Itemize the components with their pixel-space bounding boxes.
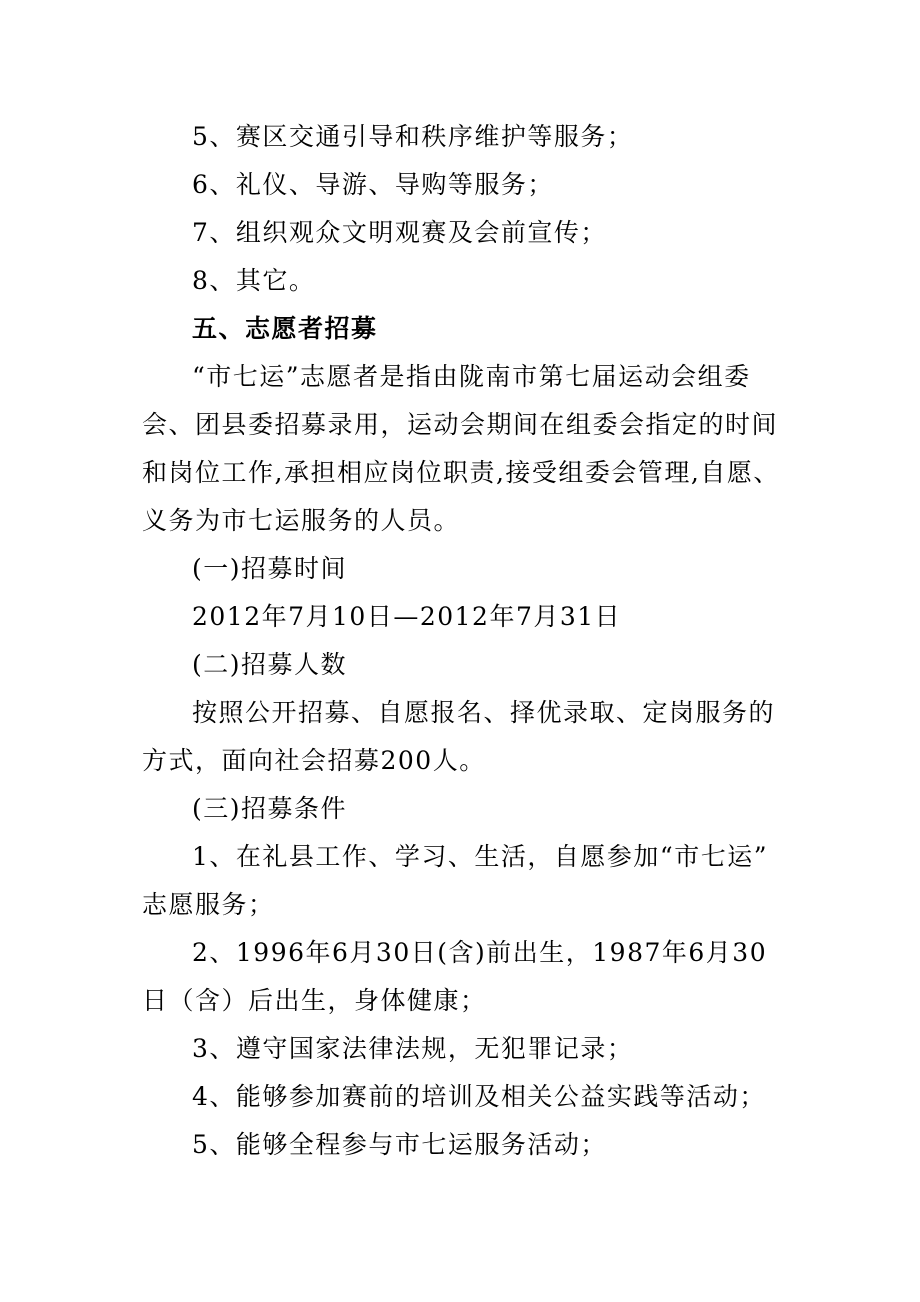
list-item-8-other: 8、其它。 — [192, 266, 316, 295]
condition-2-line-2: 日（含）后出生，身体健康； — [142, 986, 487, 1015]
condition-4: 4、能够参加赛前的培训及相关公益实践等活动； — [192, 1082, 766, 1111]
list-item-5-traffic: 5、赛区交通引导和秩序维护等服务； — [192, 122, 634, 151]
subheading-recruitment-time: (一)招募时间 — [192, 554, 348, 583]
list-item-6-etiquette: 6、礼仪、导游、导购等服务； — [192, 170, 554, 199]
subheading-recruitment-conditions: (三)招募条件 — [192, 794, 348, 823]
subheading-recruitment-number: (二)招募人数 — [192, 650, 348, 679]
condition-2-line-1: 2、1996年6月30日(含)前出生，1987年6月30 — [192, 938, 768, 967]
condition-3: 3、遵守国家法律法规，无犯罪记录； — [192, 1034, 634, 1063]
section-heading-volunteer-recruitment: 五、志愿者招募 — [192, 314, 378, 343]
recruitment-time-range: 2012年7月10日—2012年7月31日 — [192, 602, 622, 631]
paragraph-definition-line-1: “市七运”志愿者是指由陇南市第七届运动会组委 — [192, 362, 751, 391]
recruitment-number-line-2: 方式，面向社会招募200人。 — [142, 746, 486, 775]
recruitment-number-line-1: 按照公开招募、自愿报名、择优录取、定岗服务的 — [192, 698, 776, 727]
condition-5: 5、能够全程参与市七运服务活动； — [192, 1130, 607, 1159]
condition-1-line-1: 1、在礼县工作、学习、生活，自愿参加“市七运” — [192, 842, 768, 871]
paragraph-definition-line-4: 义务为市七运服务的人员。 — [142, 506, 461, 535]
paragraph-definition-line-3: 和岗位工作,承担相应岗位职责,接受组委会管理,自愿、 — [142, 458, 780, 487]
condition-1-line-2: 志愿服务； — [142, 890, 275, 919]
paragraph-definition-line-2: 会、团县委招募录用，运动会期间在组委会指定的时间 — [142, 410, 779, 439]
list-item-7-audience: 7、组织观众文明观赛及会前宣传； — [192, 218, 607, 247]
